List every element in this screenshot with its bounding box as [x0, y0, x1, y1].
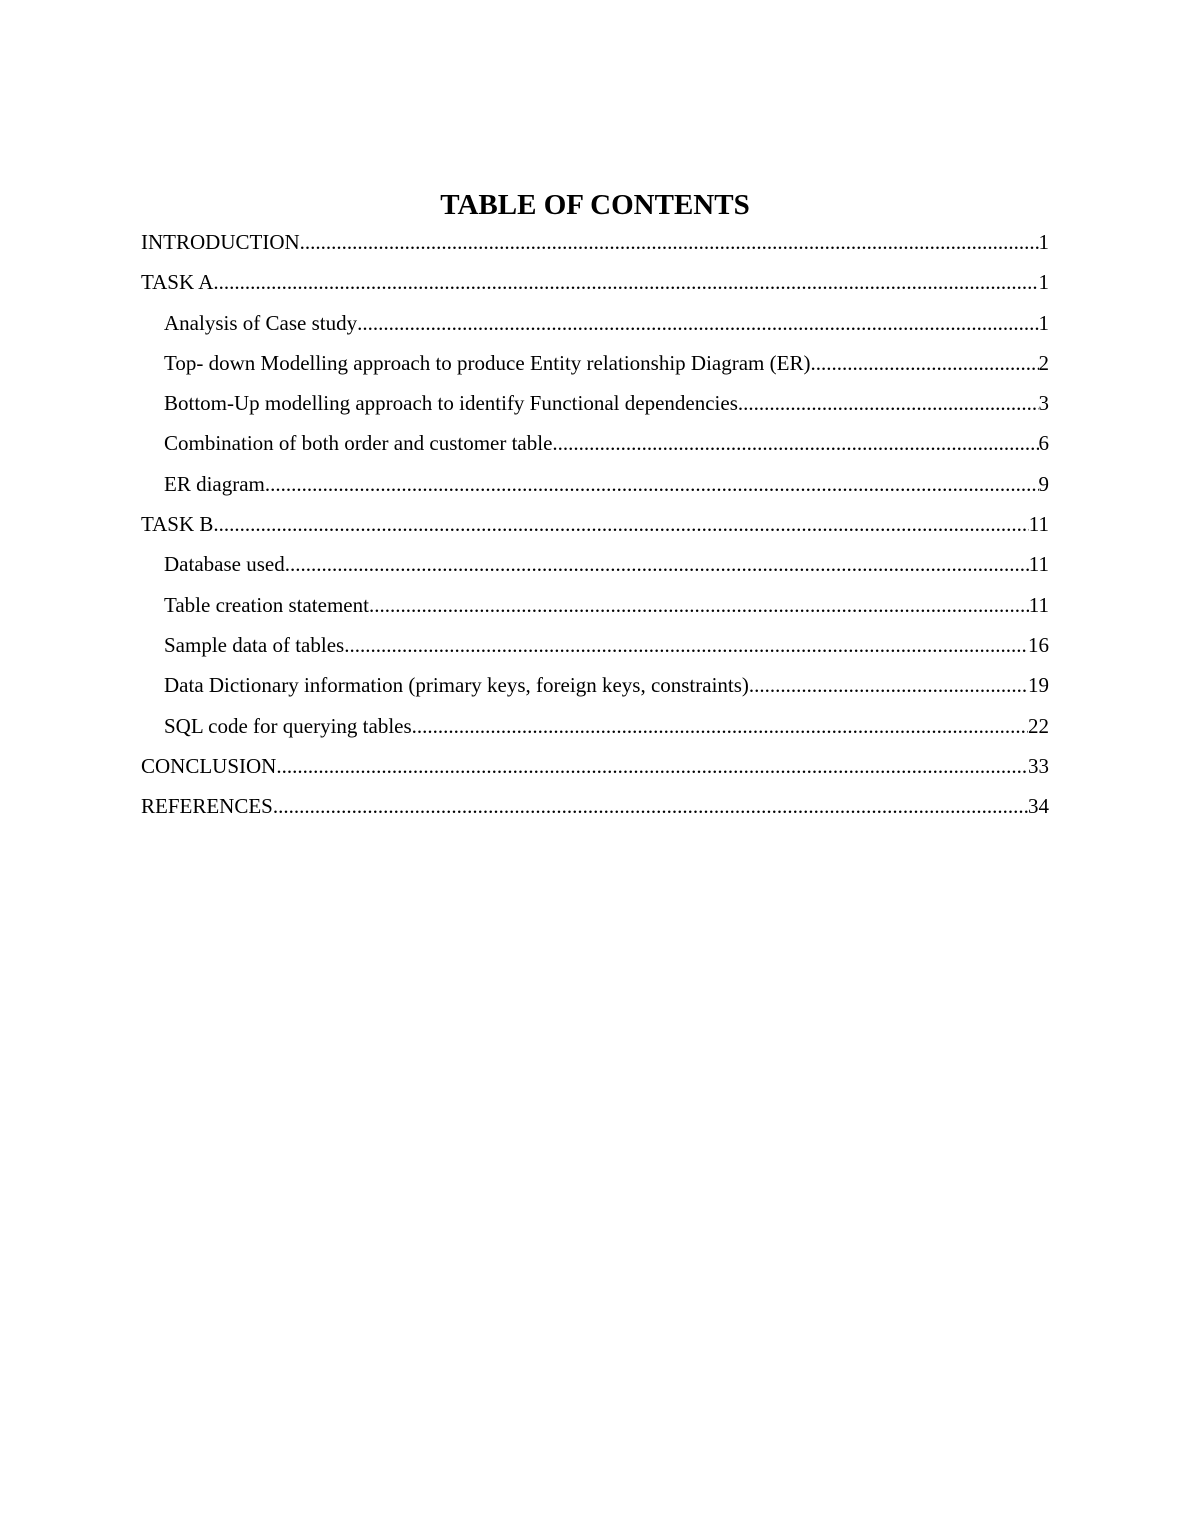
- toc-entry-text: Table creation statement: [164, 592, 369, 617]
- toc-page-number: 34: [1028, 794, 1049, 819]
- toc-entry-text: ER diagram: [164, 471, 265, 496]
- toc-entry-sql-code[interactable]: [141, 708, 1049, 748]
- toc-page-number: 11: [1028, 592, 1049, 617]
- toc-dot-leader: [344, 627, 1028, 663]
- toc-entry-task-b[interactable]: [141, 506, 1049, 546]
- toc-dot-leader: [357, 305, 1038, 341]
- toc-dot-leader: [265, 466, 1039, 502]
- toc-dot-leader: [300, 224, 1039, 260]
- toc-entry-bottom-up-modelling[interactable]: [141, 385, 1049, 425]
- toc-entry-text: Database used: [164, 552, 285, 577]
- toc-entry-analysis-of-case-study[interactable]: [141, 305, 1049, 345]
- toc-dot-leader: [369, 587, 1029, 623]
- toc-page-number: 6: [1038, 431, 1049, 456]
- toc-page-number: 3: [1038, 391, 1049, 416]
- toc-entry-text: REFERENCES: [141, 794, 273, 819]
- toc-page-number: 1: [1038, 270, 1049, 295]
- toc-entry-text: TASK A: [141, 270, 214, 295]
- toc-entry-text: Bottom-Up modelling approach to identify Functional dependencies: [164, 391, 738, 416]
- toc-entry-text: Sample data of tables: [164, 632, 345, 657]
- toc-dot-leader: [273, 788, 1028, 824]
- toc-page-number: 11: [1028, 552, 1049, 577]
- toc-entry-sample-data-of-tables[interactable]: [141, 627, 1049, 667]
- toc-page-number: 33: [1028, 753, 1049, 778]
- toc-entry-database-used[interactable]: [141, 546, 1049, 586]
- toc-page-number: 11: [1028, 512, 1049, 537]
- toc-entry-data-dictionary[interactable]: [141, 667, 1049, 707]
- toc-dot-leader: [552, 425, 1038, 461]
- toc-dot-leader: [285, 546, 1029, 582]
- toc-page-number: 9: [1038, 471, 1049, 496]
- toc-page-number: 2: [1038, 350, 1049, 375]
- toc-page-number: 1: [1038, 230, 1049, 254]
- toc-entry-text: SQL code for querying tables: [164, 713, 412, 738]
- toc-dot-leader: [213, 506, 1028, 542]
- toc-entry-er-diagram[interactable]: [141, 466, 1049, 506]
- toc-entry-introduction[interactable]: [141, 224, 1049, 264]
- toc-dot-leader: [213, 264, 1038, 300]
- toc-entry-text: Top- down Modelling approach to produce Entity relationship Diagram (ER): [164, 350, 811, 375]
- toc-dot-leader: [749, 667, 1028, 703]
- toc-entry-conclusion[interactable]: [141, 748, 1049, 788]
- toc-entry-task-a[interactable]: [141, 264, 1049, 304]
- toc-entry-combination-order-customer[interactable]: [141, 425, 1049, 465]
- toc-page-number: 19: [1028, 673, 1049, 698]
- toc-dot-leader: [738, 385, 1039, 421]
- toc-page-number: 22: [1028, 713, 1049, 738]
- toc-entry-text: TASK B: [141, 512, 214, 537]
- toc-dot-leader: [412, 708, 1028, 744]
- toc-page-number: 16: [1028, 632, 1049, 657]
- toc-list: [141, 224, 1049, 828]
- toc-title: TABLE OF CONTENTS: [440, 189, 750, 221]
- toc-dot-leader: [276, 748, 1028, 784]
- toc-entry-text: Analysis of Case study: [164, 310, 358, 335]
- toc-entry-top-down-modelling[interactable]: [141, 345, 1049, 385]
- toc-entry-text: INTRODUCTION: [141, 230, 300, 254]
- toc-entry-text: Combination of both order and customer table: [164, 431, 553, 456]
- toc-dot-leader: [810, 345, 1038, 381]
- toc-entry-table-creation-statement[interactable]: [141, 587, 1049, 627]
- toc-entry-references[interactable]: [141, 788, 1049, 828]
- toc-entry-text: Data Dictionary information (primary keys, foreign keys, constraints): [164, 673, 749, 698]
- toc-page-number: 1: [1038, 310, 1049, 335]
- toc-entry-text: CONCLUSION: [141, 753, 277, 778]
